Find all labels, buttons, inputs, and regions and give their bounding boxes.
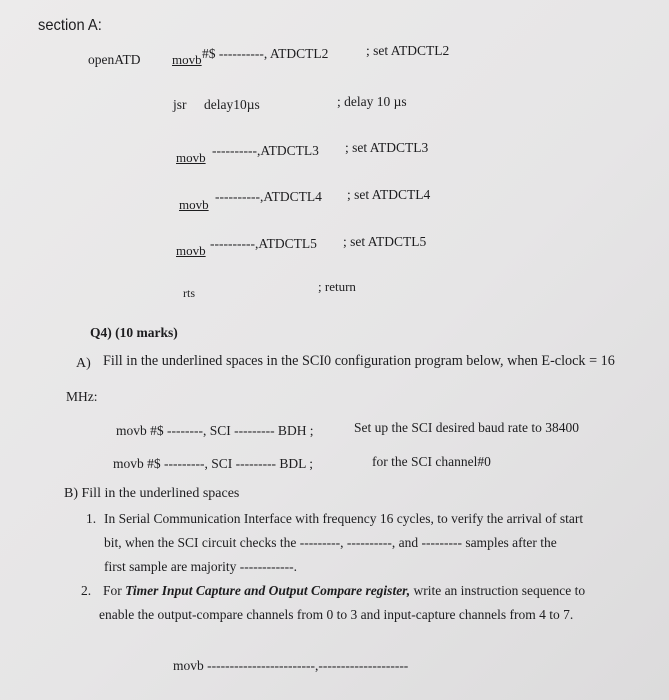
item-2-line-2: enable the output-compare channels from 0 to 3 and input-capture channels from 4 to 7. <box>99 607 574 622</box>
item-1-number: 1. <box>86 511 97 526</box>
part-a-text: Fill in the underlined spaces in the SCI0 configuration program below, when E-clock = 16 <box>103 353 615 369</box>
row-4-mnemonic: movb <box>179 197 209 212</box>
row-5-comment: ; set ATDCTL5 <box>343 234 427 249</box>
row-1-operand: #$ ----------, ATDCTL2 <box>202 46 329 61</box>
item-1-line-3: first sample are majority ------------. <box>104 559 298 574</box>
item-1-line-2: bit, when the SCI circuit checks the ---------, ----------, and --------- samples after the <box>104 535 557 550</box>
item-2-lead: For <box>103 583 122 598</box>
item-2-rest: write an instruction sequence to <box>413 583 586 598</box>
part-a-text-cont: MHz: <box>66 389 98 404</box>
routine-label: openATD <box>88 52 141 67</box>
row-3-comment: ; set ATDCTL3 <box>345 140 429 155</box>
row-1-comment: ; set ATDCTL2 <box>366 43 450 58</box>
section-title: section A: <box>38 17 102 34</box>
row-1-mnemonic: movb <box>172 52 202 67</box>
row-2-mnemonic: jsr <box>173 97 187 112</box>
code-line-1: movb #$ --------, SCI --------- BDH ; <box>116 423 314 438</box>
row-4-operand: ----------,ATDCTL4 <box>215 189 322 204</box>
row-5-mnemonic: movb <box>176 243 206 258</box>
row-2-operand: delay10µs <box>204 97 260 112</box>
answer-line: movb ------------------------,-------------------- <box>173 658 409 673</box>
row-3-mnemonic: movb <box>176 150 206 165</box>
code-line-2: movb #$ ---------, SCI --------- BDL ; <box>113 456 314 471</box>
row-6-comment: ; return <box>318 279 356 294</box>
code-comment-2: for the SCI channel#0 <box>372 454 491 469</box>
row-3-operand: ----------,ATDCTL3 <box>212 143 319 158</box>
code-comment-1: Set up the SCI desired baud rate to 38400 <box>354 420 579 435</box>
row-4-comment: ; set ATDCTL4 <box>347 187 431 202</box>
row-5-operand: ----------,ATDCTL5 <box>210 236 317 251</box>
item-1-line-1: In Serial Communication Interface with frequency 16 cycles, to verify the arrival of start <box>104 511 584 526</box>
part-a-label: A) <box>76 356 91 371</box>
row-6-mnemonic: rts <box>183 286 195 300</box>
item-2-line-1 <box>103 584 585 598</box>
part-b-heading: B) Fill in the underlined spaces <box>64 486 240 501</box>
item-2-number: 2. <box>81 583 92 598</box>
item-2-emphasis: Timer Input Capture and Output Compare register, <box>125 583 411 598</box>
question-heading: Q4) (10 marks) <box>90 325 178 340</box>
row-2-comment: ; delay 10 µs <box>337 94 407 109</box>
